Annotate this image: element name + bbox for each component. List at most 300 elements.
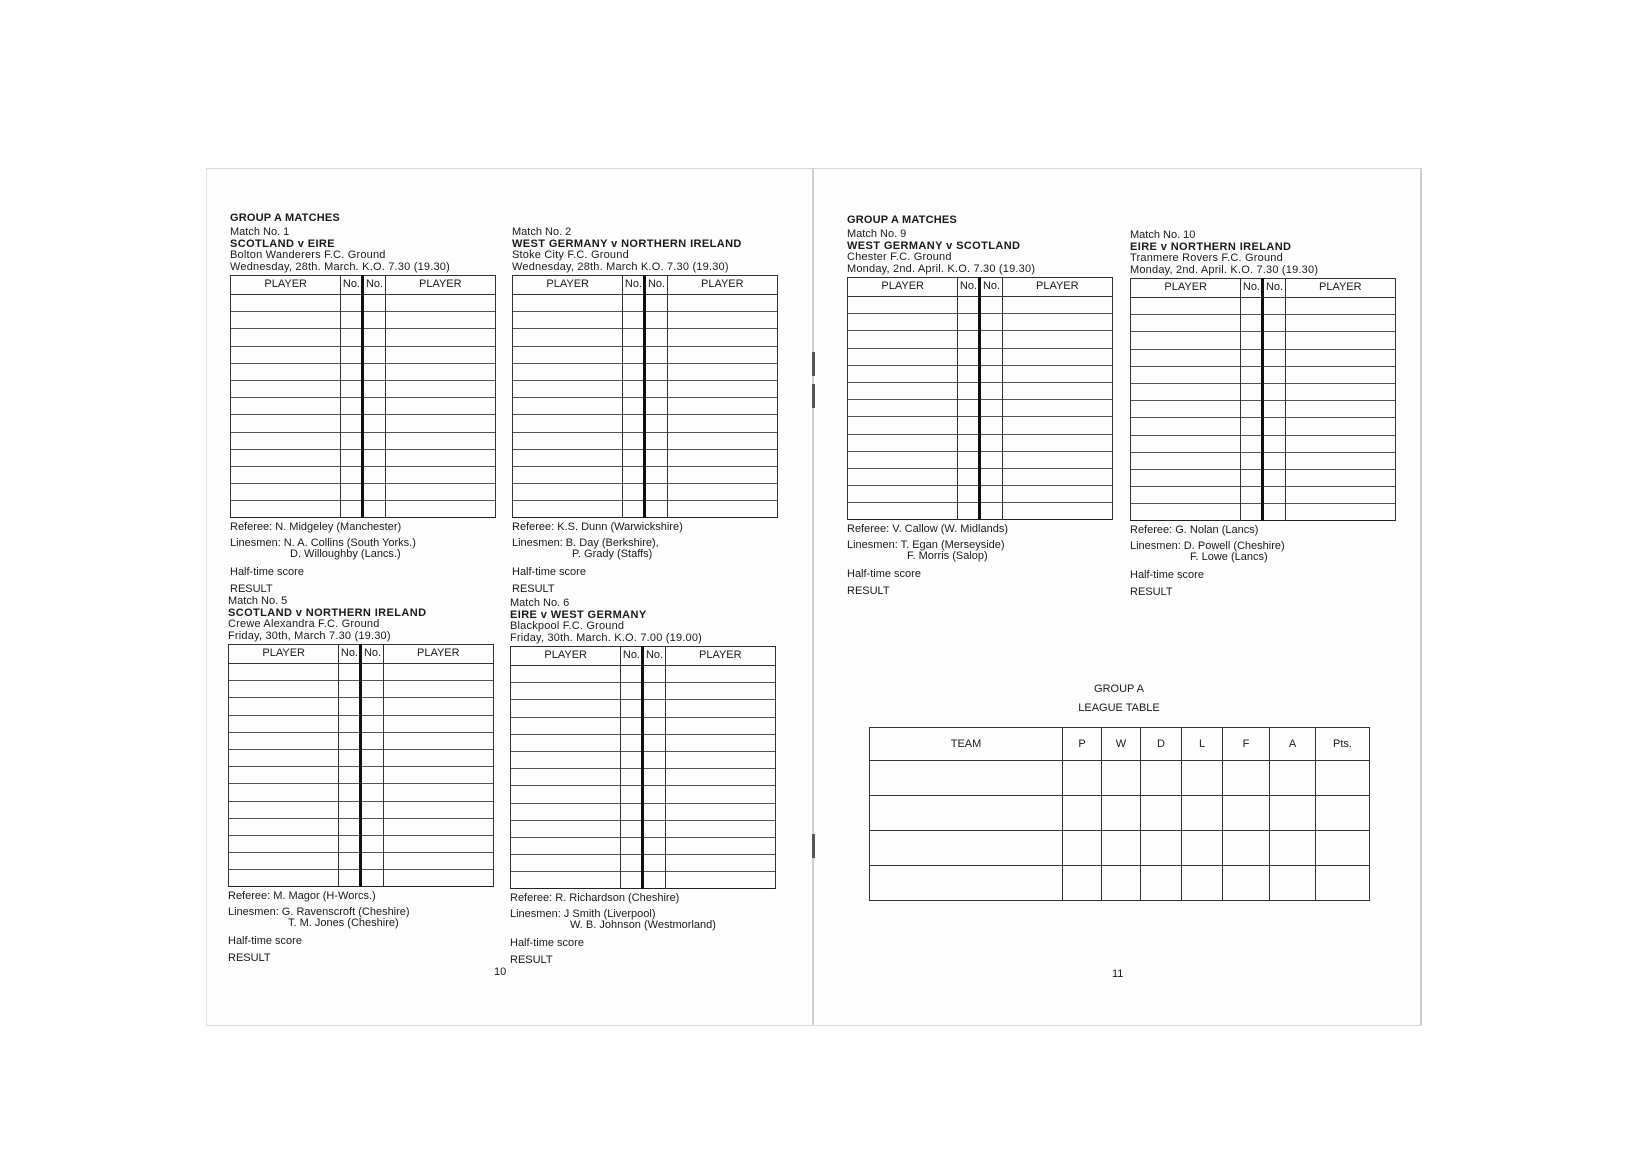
player-cell [667,312,777,329]
player-cell [385,484,495,501]
number-cell [361,853,383,870]
sheet-row [513,380,778,397]
player-cell [511,837,621,854]
sheet-header-no-away: No. [361,645,383,664]
sheet-header-player-away: PLAYER [1285,279,1395,298]
player-cell [848,297,958,314]
number-cell [1263,418,1285,435]
player-cell [385,415,495,432]
player-cell [667,432,777,449]
number-cell [645,449,667,466]
sheet-row [511,803,776,820]
number-cell [621,872,643,889]
player-cell [513,398,623,415]
league-cell [1223,866,1270,901]
referee-line: Referee: R. Richardson (Cheshire) [510,892,680,905]
player-cell [667,466,777,483]
player-cell [231,295,341,312]
league-table-block [869,680,1369,901]
league-header-6: A [1270,728,1316,761]
sheet-row [848,365,1113,382]
number-cell [958,503,980,520]
match-date: Friday, 30th. March. K.O. 7.00 (19.00) [510,631,703,644]
player-cell [385,363,495,380]
player-cell [229,664,339,681]
linesmen-line-2: F. Morris (Salop) [907,550,988,563]
player-cell [231,346,341,363]
player-cell [848,434,958,451]
player-cell [229,835,339,852]
number-cell [1263,401,1285,418]
player-cell [385,501,495,518]
player-cell [848,486,958,503]
number-cell [623,346,645,363]
result-label: RESULT [510,954,553,967]
player-cell [513,432,623,449]
number-cell [623,312,645,329]
number-cell [621,769,643,786]
linesmen-line-2: P. Grady (Staffs) [572,548,653,561]
match-date: Monday, 2nd. April. K.O. 7.30 (19.30) [1130,263,1319,276]
player-cell [511,700,621,717]
sheet-row [848,434,1113,451]
number-cell [643,803,665,820]
sheet-header-player-home: PLAYER [1131,279,1241,298]
number-cell [643,786,665,803]
player-cell [848,400,958,417]
number-cell [363,363,385,380]
match-teams: SCOTLAND v NORTHERN IRELAND [228,606,427,619]
sheet-header-no-away: No. [643,647,665,666]
sheet-header-player-away: PLAYER [383,645,493,664]
player-cell [229,801,339,818]
sheet-header-player-home: PLAYER [231,276,341,295]
number-cell [1241,332,1263,349]
match-teams: EIRE v WEST GERMANY [510,608,647,621]
number-cell [339,818,361,835]
sheet-header-player-home: PLAYER [229,645,339,664]
league-header-0: TEAM [870,728,1063,761]
match-number: Match No. 2 [512,226,572,238]
number-cell [645,466,667,483]
player-cell [1285,469,1395,486]
player-cell [1002,503,1112,520]
league-cell [1182,761,1223,796]
number-cell [980,468,1002,485]
player-cell [513,484,623,501]
player-cell [665,837,775,854]
sheet-header-no-home: No. [341,276,363,295]
league-header-1: P [1063,728,1102,761]
league-cell [1141,831,1182,866]
number-cell [1263,366,1285,383]
sheet-row [511,666,776,683]
number-cell [623,398,645,415]
number-cell [643,751,665,768]
player-cell [1285,349,1395,366]
sheet-row [231,363,496,380]
match-officials [230,522,498,596]
number-cell [363,398,385,415]
player-cell [1002,468,1112,485]
linesmen-line: Linesmen: D. Powell (Cheshire) [1130,539,1285,552]
match-officials [847,524,1115,598]
match-date: Friday, 30th, March 7.30 (19.30) [228,629,391,642]
player-cell [667,484,777,501]
sheet-row [1131,469,1396,486]
player-cell [383,784,493,801]
sheet-header-no-home: No. [958,278,980,297]
sheet-row [848,417,1113,434]
number-cell [363,432,385,449]
linesmen-line-2: D. Willoughby (Lancs.) [290,548,401,561]
sheet-row [229,664,494,681]
sheet-row [513,398,778,415]
player-cell [383,853,493,870]
number-cell [645,312,667,329]
linesmen-line-2: F. Lowe (Lancs) [1190,551,1268,564]
player-cell [383,870,493,887]
number-cell [363,501,385,518]
sheet-row [231,501,496,518]
number-cell [623,466,645,483]
sheet-header-player-home: PLAYER [848,278,958,297]
number-cell [361,767,383,784]
number-cell [621,683,643,700]
sheet-header-player-away: PLAYER [1002,278,1112,297]
number-cell [341,329,363,346]
player-cell [385,295,495,312]
number-cell [341,363,363,380]
number-cell [958,331,980,348]
number-cell [1263,298,1285,315]
page-number-left: 10 [494,966,507,978]
league-cell [1063,796,1102,831]
player-cell [231,380,341,397]
match-number: Match No. 1 [230,226,290,238]
number-cell [1263,349,1285,366]
match-ground: Bolton Wanderers F.C. Ground [230,249,386,261]
league-header-4: L [1182,728,1223,761]
number-cell [361,749,383,766]
league-header-7: Pts. [1316,728,1370,761]
number-cell [341,415,363,432]
sheet-row [848,314,1113,331]
number-cell [621,820,643,837]
match-officials [512,522,780,596]
player-cell [1131,418,1241,435]
player-cell [229,784,339,801]
number-cell [980,417,1002,434]
player-cell [1285,452,1395,469]
number-cell [339,749,361,766]
number-cell [1263,487,1285,504]
player-cell [231,329,341,346]
player-cell [1131,349,1241,366]
number-cell [339,698,361,715]
match-block [230,227,498,596]
sheet-row [1131,504,1396,521]
league-cell [1102,796,1141,831]
number-cell [1263,315,1285,332]
number-cell [643,717,665,734]
sheet-row [511,769,776,786]
player-cell [229,870,339,887]
sheet-row [229,715,494,732]
number-cell [339,870,361,887]
league-cell [1316,866,1370,901]
sheet-row [511,700,776,717]
player-cell [229,818,339,835]
number-cell [339,853,361,870]
player-cell [1285,315,1395,332]
player-cell [665,734,775,751]
player-cell [383,732,493,749]
player-cell [231,484,341,501]
number-cell [958,434,980,451]
player-cell [667,329,777,346]
match-ground: Chester F.C. Ground [847,251,952,263]
player-cell [665,700,775,717]
player-cell [513,501,623,518]
match-block [228,596,496,965]
number-cell [1263,383,1285,400]
player-cell [231,398,341,415]
number-cell [341,484,363,501]
player-cell [1131,487,1241,504]
number-cell [645,295,667,312]
number-cell [643,872,665,889]
number-cell [643,820,665,837]
linesmen-line: Linesmen: J Smith (Liverpool) [510,907,656,920]
player-cell [513,329,623,346]
number-cell [980,400,1002,417]
referee-line: Referee: V. Callow (W. Midlands) [847,523,1008,536]
player-cell [383,818,493,835]
player-cell [1002,297,1112,314]
player-cell [848,365,958,382]
sheet-header-no-home: No. [1241,279,1263,298]
league-row [870,796,1370,831]
sheet-row [513,346,778,363]
player-cell [667,363,777,380]
page-number-right: 11 [1112,968,1124,980]
number-cell [361,801,383,818]
sheet-row [511,786,776,803]
sheet-row [231,466,496,483]
player-cell [848,331,958,348]
league-cell [1316,831,1370,866]
number-cell [980,451,1002,468]
league-cell [1316,761,1370,796]
number-cell [623,415,645,432]
player-cell [231,363,341,380]
number-cell [645,380,667,397]
sheet-header-no-home: No. [339,645,361,664]
player-cell [229,681,339,698]
player-cell [1285,435,1395,452]
number-cell [623,363,645,380]
player-cell [511,855,621,872]
player-cell [511,786,621,803]
number-cell [1241,469,1263,486]
player-cell [383,835,493,852]
number-cell [958,348,980,365]
number-cell [958,297,980,314]
half-time-score-label: Half-time score [1130,568,1204,581]
sheet-row [231,346,496,363]
team-sheet-table [1130,278,1396,521]
league-cell [1270,761,1316,796]
sheet-row [511,751,776,768]
number-cell [643,734,665,751]
sheet-row [513,329,778,346]
player-cell [513,380,623,397]
player-cell [383,664,493,681]
number-cell [363,449,385,466]
number-cell [361,664,383,681]
player-cell [511,734,621,751]
player-cell [848,314,958,331]
league-cell [1102,761,1141,796]
number-cell [341,432,363,449]
player-cell [231,466,341,483]
match-number: Match No. 5 [228,595,288,607]
player-cell [231,432,341,449]
number-cell [643,700,665,717]
player-cell [1285,383,1395,400]
number-cell [361,732,383,749]
player-cell [383,749,493,766]
player-cell [667,415,777,432]
player-cell [1285,401,1395,418]
league-cell [1223,831,1270,866]
linesmen-line-2: T. M. Jones (Cheshire) [288,917,399,930]
player-cell [1002,451,1112,468]
number-cell [1241,349,1263,366]
player-cell [513,312,623,329]
player-cell [511,769,621,786]
number-cell [341,295,363,312]
league-cell [1223,761,1270,796]
league-cell [1141,761,1182,796]
player-cell [667,346,777,363]
number-cell [1241,401,1263,418]
sheet-row [229,870,494,887]
sheet-row [511,820,776,837]
player-cell [231,449,341,466]
number-cell [1263,332,1285,349]
player-cell [1285,418,1395,435]
sheet-row [231,295,496,312]
player-cell [667,501,777,518]
sheet-header-no-home: No. [623,276,645,295]
player-cell [383,767,493,784]
number-cell [363,466,385,483]
player-cell [231,501,341,518]
sheet-row [848,348,1113,365]
player-cell [1131,504,1241,521]
number-cell [621,717,643,734]
staple-top [812,352,815,376]
sheet-row [1131,383,1396,400]
player-cell [513,449,623,466]
number-cell [980,297,1002,314]
number-cell [623,484,645,501]
number-cell [361,870,383,887]
sheet-row [1131,298,1396,315]
number-cell [623,329,645,346]
sheet-row [513,501,778,518]
league-cell [1270,831,1316,866]
player-cell [385,449,495,466]
sheet-row [229,818,494,835]
player-cell [667,398,777,415]
league-cell [1063,866,1102,901]
sheet-row [229,853,494,870]
number-cell [1241,298,1263,315]
player-cell [848,382,958,399]
player-cell [848,468,958,485]
sheet-row [1131,349,1396,366]
league-cell [1270,866,1316,901]
sheet-header-no-away: No. [980,278,1002,297]
match-teams: SCOTLAND v EIRE [230,237,336,250]
sheet-row [511,717,776,734]
player-cell [513,295,623,312]
number-cell [1263,452,1285,469]
player-cell [1285,504,1395,521]
number-cell [958,314,980,331]
number-cell [621,837,643,854]
sheet-header-player-home: PLAYER [511,647,621,666]
sheet-header-no-away: No. [1263,279,1285,298]
player-cell [385,329,495,346]
player-cell [1002,486,1112,503]
sheet-row [231,312,496,329]
number-cell [1241,435,1263,452]
player-cell [511,820,621,837]
player-cell [1285,332,1395,349]
sheet-row [848,382,1113,399]
sheet-row [1131,332,1396,349]
number-cell [623,449,645,466]
player-cell [1002,434,1112,451]
number-cell [958,486,980,503]
league-cell [1102,866,1141,901]
number-cell [339,664,361,681]
player-cell [848,417,958,434]
league-cell [1316,796,1370,831]
number-cell [361,681,383,698]
sheet-row [513,432,778,449]
number-cell [958,468,980,485]
staple-top-lower [812,384,815,408]
player-cell [1002,314,1112,331]
number-cell [1241,418,1263,435]
linesmen-line: Linesmen: B. Day (Berkshire), [512,536,659,549]
league-cell [1270,796,1316,831]
result-label: RESULT [228,952,271,965]
player-cell [231,415,341,432]
player-cell [665,666,775,683]
match-block [512,227,780,596]
number-cell [645,432,667,449]
sheet-row [229,749,494,766]
number-cell [361,715,383,732]
number-cell [339,715,361,732]
player-cell [1002,365,1112,382]
